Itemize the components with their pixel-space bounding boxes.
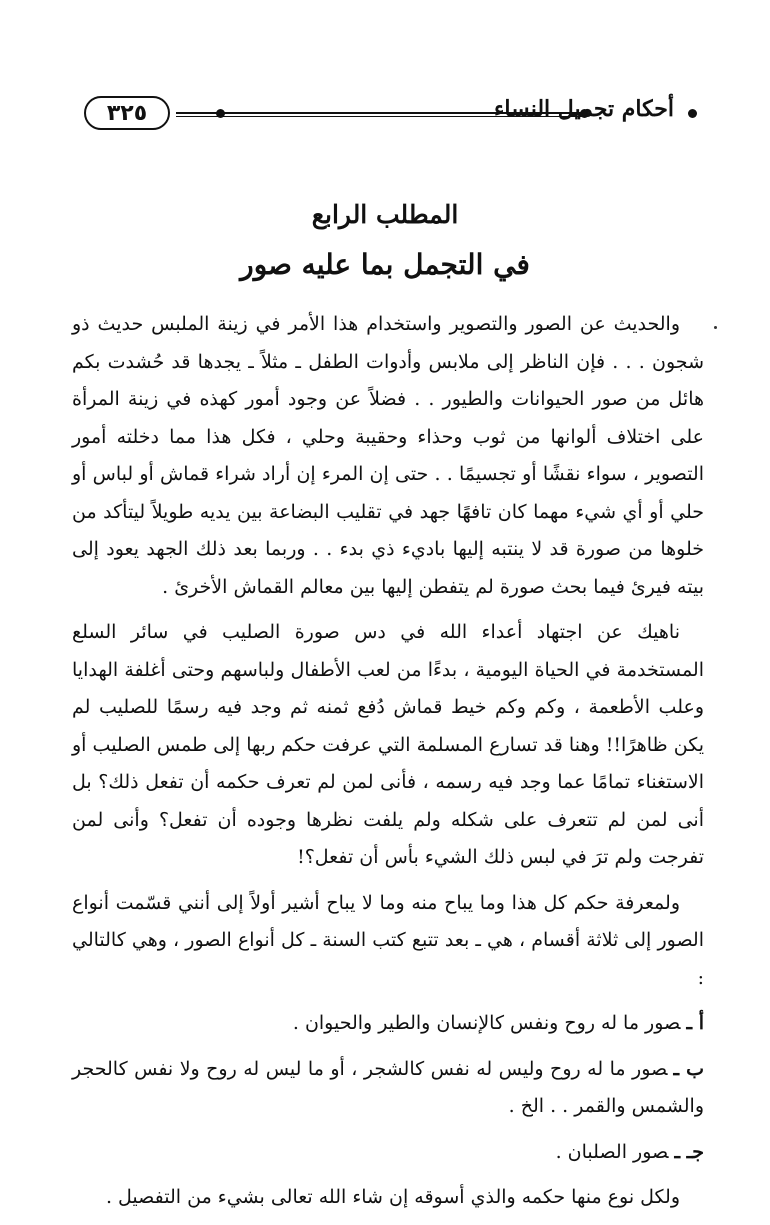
paragraph: ولمعرفة حكم كل هذا وما يباح منه وما لا يباح أشير أولاً إلى أنني قسّمت أنواع الصور إلى ثلاثة أقسام ، هي ـ بعد تتبع كتب السنة ـ كل أنواع الصور ، وهي كالتالي : (72, 891, 704, 989)
page-header (72, 92, 702, 136)
section-title: المطلب الرابع (311, 200, 459, 229)
list-item-label: أ ـ (686, 1012, 704, 1034)
list-item-text: صور ما له روح ونفس كالإنسان والطير والحيوان . (292, 1012, 681, 1034)
list-item (72, 1051, 704, 1126)
section-subtitle: في التجمل بما عليه صور (240, 248, 530, 281)
running-title: أحكام تجميل النساء (494, 96, 674, 122)
paragraph: ناهيك عن اجتهاد أعداء الله في دس صورة الصليب في سائر السلع المستخدمة في الحياة اليومية ، بدءًا من لعب الأطفال ولباسهم وحتى أغلفة الهدايا وعلب الأطعمة ، وكم وكم خيط قماش دُفع ثمنه ثم وجد فيه رسمًا للصليب لم يكن ظاهرًا!! وهنا قد تسارع المسلمة التي عرفت حكم ربها إلى طمس الصليب أو الاستغناء تمامًا عما وجد فيه رسمه ، فأنى لمن لم تعرف حكمه أن تفعل ذلك؟ بل أنى لمن لم تتعرف على شكله ولم يلفت نظرها وجوده أن تفعل؟ وأنى لمن تفرجت ولم ترَ في لبس ذلك الشيء بأس أن تفعل؟! (72, 621, 704, 868)
scan-speck (714, 326, 717, 329)
body-text (72, 306, 704, 1225)
list-item-text: صور ما له روح وليس له نفس كالشجر ، أو ما ليس له روح ولا نفس كالحجر والشمس والقمر . . الخ . (72, 1057, 704, 1117)
page-number: ٣٢٥ (84, 96, 170, 130)
paragraph: والحديث عن الصور والتصوير واستخدام هذا الأمر في زينة الملبس حديث ذو شجون . . . فإن الناظر إلى ملابس وأدوات الطفل ـ مثلاً ـ يجدها قد حُشدت بكم هائل من صور الحيوانات والطيور . . فضلاً عن وجود أمور كهذه في زينة المرأة على اختلاف ألوانها من ثوب وحذاء وحقيبة وحلي ، فكل هذا مما دخلته أمور التصوير ، سواء نقشًا أو تجسيمًا . . حتى إن المرء إن أراد شراء قماش أو لباس أو حلي أو أي شيء مهما كان تافهًا جهد في تقليب البضاعة بين يديه طويلاً ليتأكد من خلوها من صورة قد لا ينتبه إليها باديء ذي بدء . . وربما بعد ذلك الجهد يعود إلى بيته فيرئ فيما بحث صورة لم يتفطن إليها بين معالم القماش الأخرئ . (72, 313, 704, 598)
rule-dot-icon (216, 109, 225, 118)
list-item-text: صور الصلبان . (555, 1140, 669, 1163)
title-bullet-icon (688, 109, 697, 118)
list-item-label: ب ـ (673, 1057, 704, 1080)
list-item (72, 1005, 704, 1043)
list-item (72, 1134, 704, 1172)
list-item-label: جـ ـ (674, 1140, 704, 1163)
closing-paragraph: ولكل نوع منها حكمه والذي أسوقه إن شاء الله تعالى بشيء من التفصيل . (105, 1186, 680, 1208)
